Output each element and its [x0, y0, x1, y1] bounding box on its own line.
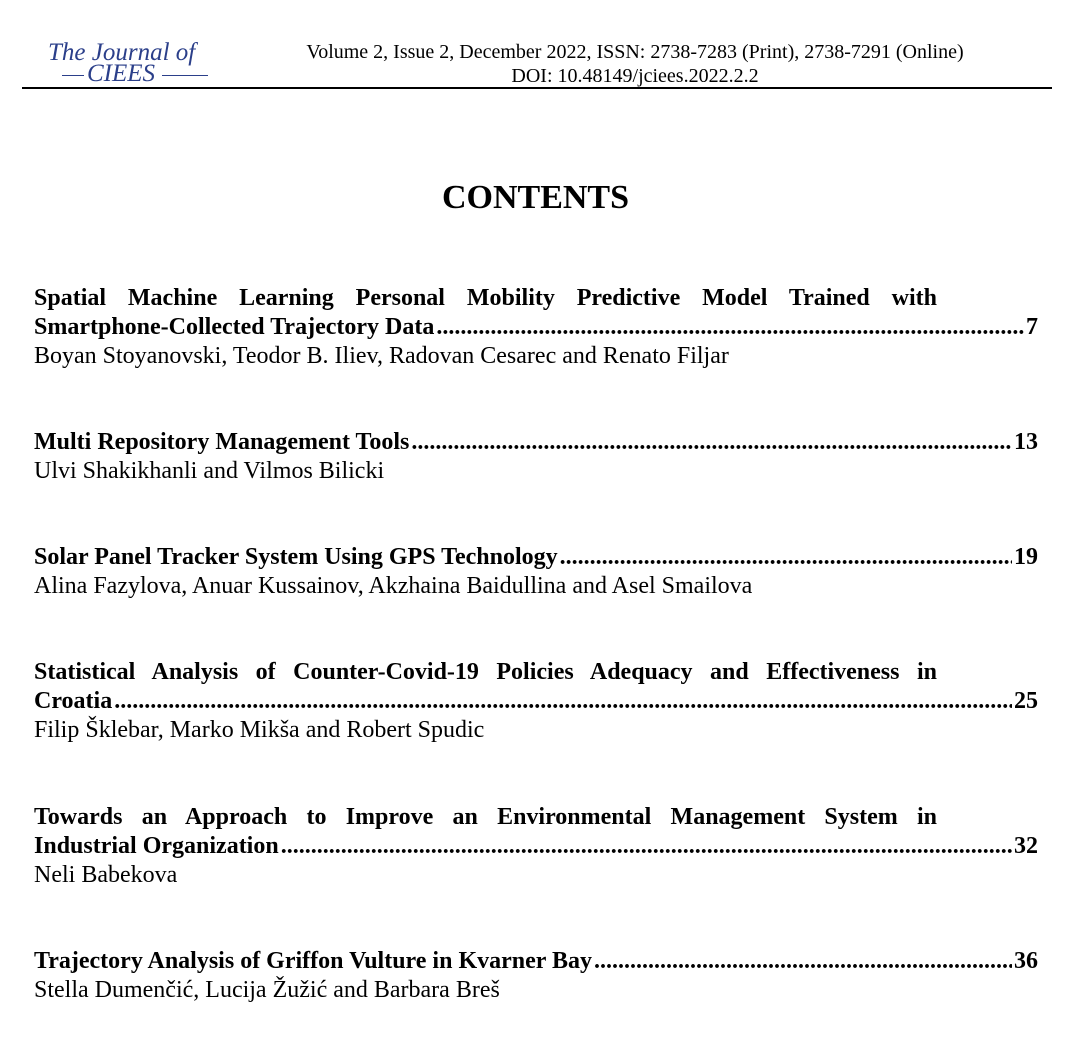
dot-leader: [560, 543, 1012, 572]
entry-authors: Neli Babekova: [34, 862, 178, 888]
dot-leader: [114, 687, 1012, 716]
entry-title-line: Spatial Machine Learning Personal Mobility Predictive Model Trained with: [34, 285, 937, 311]
entry-authors: Filip Šklebar, Marko Mikša and Robert Spudic: [34, 717, 485, 743]
entry-title-last-line: [34, 543, 1038, 572]
doi: DOI: 10.48149/jciees.2022.2.2: [511, 65, 759, 87]
journal-logo: [40, 38, 210, 86]
toc-entry: [34, 803, 1038, 890]
toc-entry: [34, 543, 1038, 601]
entry-title-last-line: [34, 428, 1038, 457]
logo-line2: CIEES: [87, 60, 156, 87]
entry-title-tail: Trajectory Analysis of Griffon Vulture in Kvarner Bay: [34, 948, 592, 974]
entry-title-tail: Croatia: [34, 688, 113, 714]
entry-title-tail: Industrial Organization: [34, 833, 279, 859]
entry-page-number: 7: [1026, 314, 1038, 340]
toc-entry: [34, 658, 1038, 745]
logo-rule-right: [162, 75, 208, 76]
dot-leader: [281, 832, 1012, 861]
entry-title-tail: Solar Panel Tracker System Using GPS Technology: [34, 544, 558, 570]
journal-header-info: [230, 40, 1040, 88]
entry-authors: Ulvi Shakikhanli and Vilmos Bilicki: [34, 458, 385, 484]
dot-leader: [594, 947, 1012, 976]
entry-page-number: 32: [1014, 833, 1038, 859]
entry-title-tail: Smartphone-Collected Trajectory Data: [34, 314, 435, 340]
header-divider: [22, 87, 1052, 89]
entry-page-number: 36: [1014, 948, 1038, 974]
dot-leader: [436, 313, 1024, 342]
entry-authors: Alina Fazylova, Anuar Kussainov, Akzhaina Baidullina and Asel Smailova: [34, 573, 753, 599]
toc-entry: [34, 428, 1038, 486]
entry-page-number: 25: [1014, 688, 1038, 714]
logo-line1: The Journal of: [48, 39, 196, 66]
logo-rule-left: [62, 75, 84, 76]
entry-authors: Stella Dumenčić, Lucija Žužić and Barbara Breš: [34, 977, 500, 1003]
toc-entry: [34, 947, 1038, 1005]
entry-title-last-line: [34, 313, 1038, 342]
dot-leader: [411, 428, 1012, 457]
entry-title-last-line: [34, 687, 1038, 716]
volume-info: Volume 2, Issue 2, December 2022, ISSN: 2738-7283 (Print), 2738-7291 (Online): [306, 41, 964, 63]
entry-title-last-line: [34, 832, 1038, 861]
contents-title: CONTENTS: [441, 179, 630, 216]
entry-title-tail: Multi Repository Management Tools: [34, 429, 410, 455]
entry-page-number: 19: [1014, 544, 1038, 570]
entry-title-last-line: [34, 947, 1038, 976]
entry-title-line: Towards an Approach to Improve an Environmental Management System in: [34, 804, 937, 830]
entry-authors: Boyan Stoyanovski, Teodor B. Iliev, Radovan Cesarec and Renato Filjar: [34, 343, 729, 369]
toc-entry: [34, 284, 1038, 371]
entry-title-line: Statistical Analysis of Counter-Covid-19 Policies Adequacy and Effectiveness in: [34, 659, 937, 685]
entry-page-number: 13: [1014, 429, 1038, 455]
